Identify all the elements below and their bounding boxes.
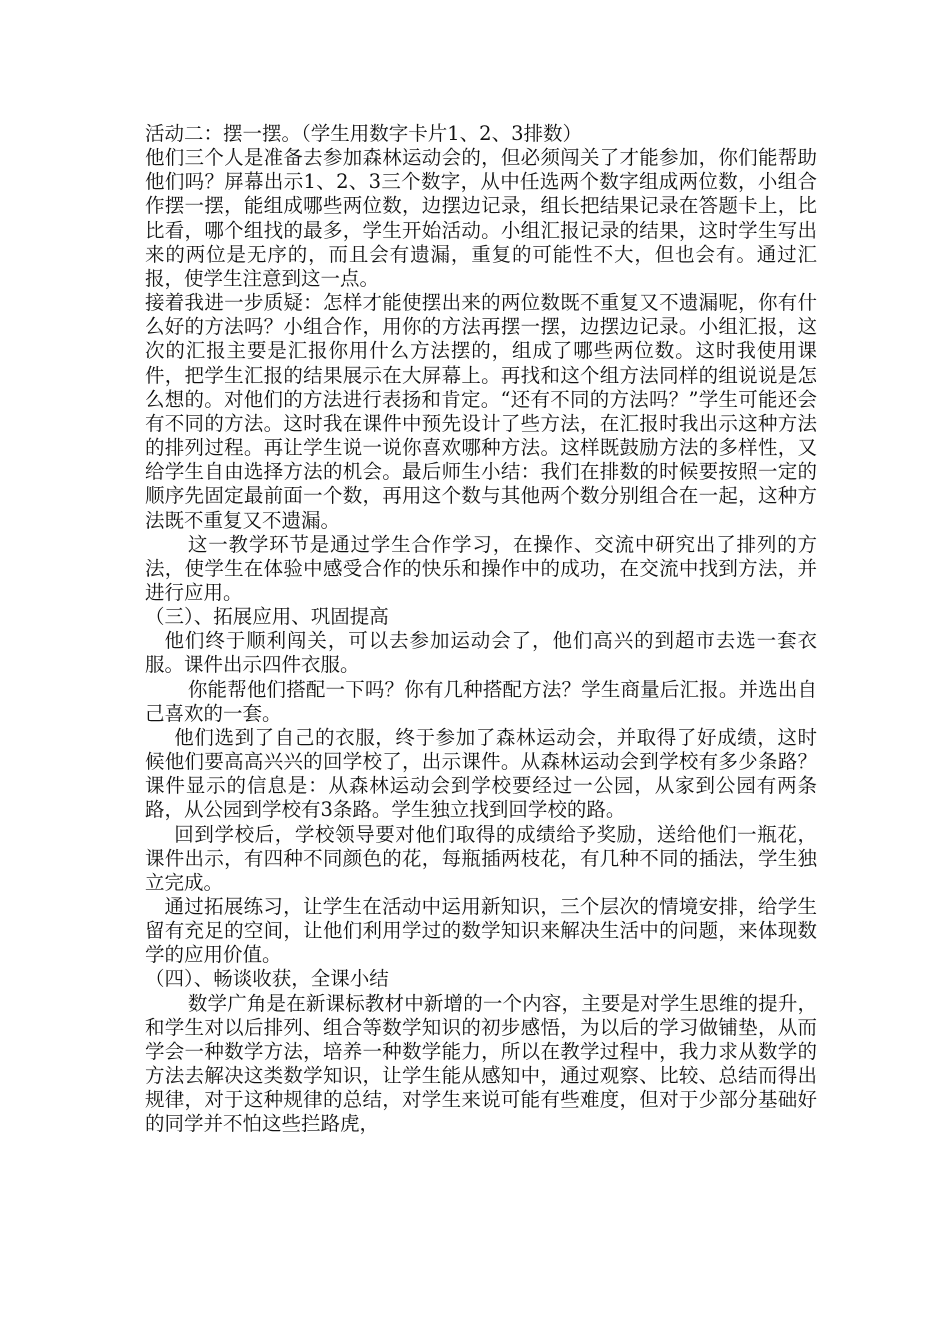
paragraph-flower-problem: 回到学校后，学校领导要对他们取得的成绩给予奖励，送给他们一瓶花，课件出示，有四种不同颜色的花，每瓶插两枝花，有几种不同的插法，学生独立完成。 <box>145 822 817 894</box>
paragraph-clothes-shopping: 他们终于顺利闯关，可以去参加运动会了，他们高兴的到超市去选一套衣服。课件出示四件衣服。 <box>145 629 817 677</box>
section-heading-three: （三）、拓展应用、巩固提高 <box>145 605 389 629</box>
paragraph-teaching-segment-summary: 这一教学环节是通过学生合作学习，在操作、交流中研究出了排列的方法，使学生在体验中感受合作的快乐和操作中的成功，在交流中找到方法，并进行应用。 <box>145 532 817 604</box>
paragraph-activity-description: 他们三个人是准备去参加森林运动会的，但必须闯关了才能参加，你们能帮助他们吗？屏幕出示1、2、3三个数字，从中任选两个数字组成两位数，小组合作摆一摆，能组成哪些两位数，边摆边记录，组长把结果记录在答题卡上，比比看，哪个组找的最多，学生开始活动。小组汇报记录的结果，这时学生写出来的两位是无序的，而且会有遗漏，重复的可能性不大，但也会有。通过汇报，使学生注意到这一点。 <box>145 146 817 290</box>
section-heading-four: （四）、畅谈收获，全课小结 <box>145 967 389 991</box>
paragraph-matching-methods: 你能帮他们搭配一下吗？你有几种搭配方法？学生商量后汇报。并选出自己喜欢的一套。 <box>145 677 817 725</box>
document-page <box>145 122 817 1137</box>
paragraph-route-problem: 他们选到了自己的衣服，终于参加了森林运动会，并取得了好成绩，这时候他们要高高兴兴的回学校了，出示课件。从森林运动会到学校有多少条路？课件显示的信息是：从森林运动会到学校要经过一公园，从家到公园有两条路，从公园到学校有3条路。学生独立找到回学校的路。 <box>145 725 817 822</box>
paragraph-extension-summary: 通过拓展练习，让学生在活动中运用新知识，三个层次的情境安排，给学生留有充足的空间，让他们利用学过的数学知识来解决生活中的问题，来体现数学的应用价值。 <box>145 895 817 967</box>
paragraph-questioning: 接着我进一步质疑：怎样才能使摆出来的两位数既不重复又不遗漏呢，你有什么好的方法吗？小组合作，用你的方法再摆一摆，边摆边记录。小组汇报，这次的汇报主要是汇报你用什么方法摆的，组成了哪些两位数。这时我使用课件，把学生汇报的结果展示在大屏幕上。再找和这个组方法同样的组说说是怎么想的。对他们的方法进行表扬和肯定。“还有不同的方法吗？”学生可能还会有不同的方法。这时我在课件中预先设计了些方法，在汇报时我出示这种方法的排列过程。再让学生说一说你喜欢哪种方法。这样既鼓励方法的多样性，又给学生自由选择方法的机会。最后师生小结：我们在排数的时候要按照一定的顺序先固定最前面一个数，再用这个数与其他两个数分别组合在一起，这种方法既不重复又不遗漏。 <box>145 291 817 532</box>
paragraph-lesson-conclusion: 数学广角是在新课标教材中新增的一个内容，主要是对学生思维的提升，和学生对以后排列、组合等数学知识的初步感悟，为以后的学习做铺垫，从而学会一种数学方法，培养一种数学能力，所以在教学过程中，我力求从数学的方法去解决这类数学知识，让学生能从感知中，通过观察、比较、总结而得出规律，对于这种规律的总结，对学生来说可能有些难度，但对于少部分基础好的同学并不怕这些拦路虎， <box>145 991 817 1136</box>
paragraph-activity-two-heading: 活动二：摆一摆。（学生用数字卡片1、2、3排数） <box>145 122 582 145</box>
